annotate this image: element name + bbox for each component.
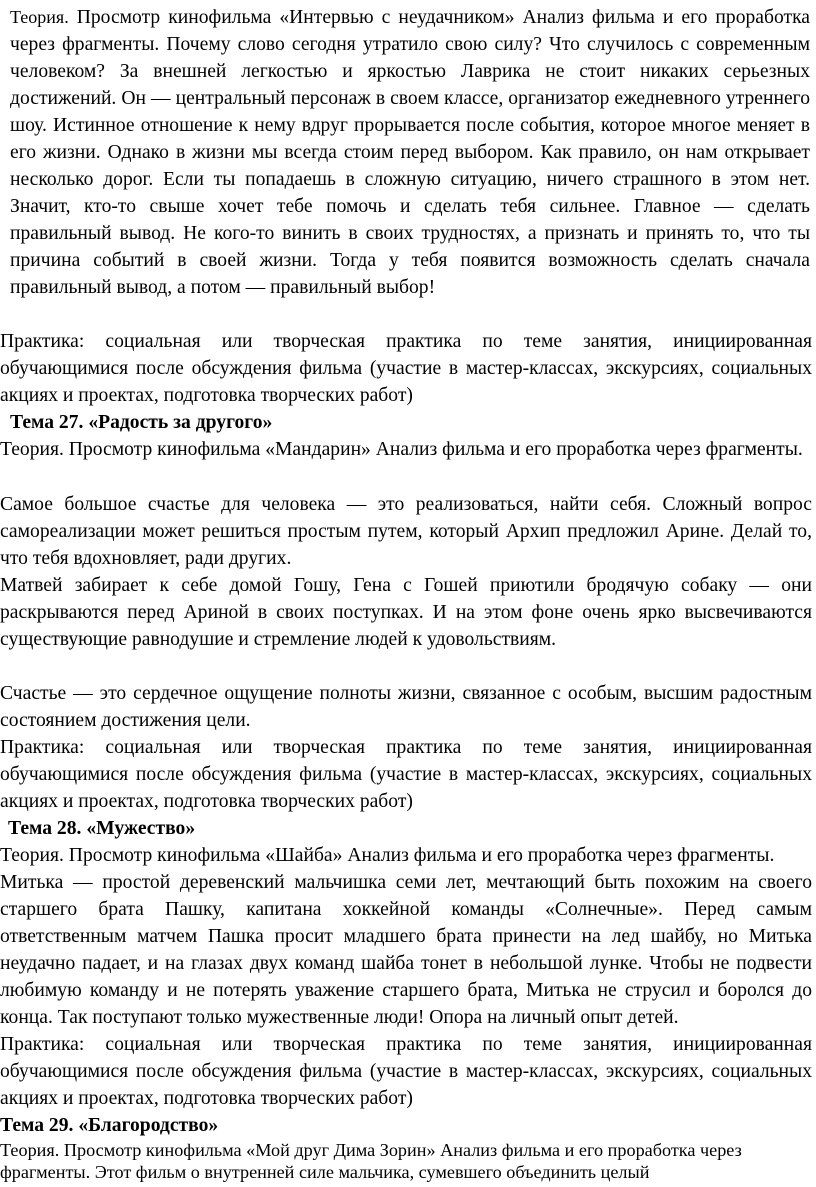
practice-paragraph-2: Практика: социальная или творческая практика по теме занятия, инициированная обучающимися после обсуждения фильма (участие в мастер-классах, экскурсиях, социальных акциях и проектах, подготовка творческих работ): [0, 737, 812, 812]
topic-29-heading: Тема 29. «Благородство»: [0, 1115, 219, 1136]
theory-label: Теория.: [10, 7, 69, 27]
intro-text: Просмотр кинофильма «Интервью с неудачником» Анализ фильма и его проработка через фрагменты. Почему слово сегодня утратило свою силу? Что случилось с современным человеком? За внешней легкостью и яркостью Лаврика не стоит никаких серьезных достижений. Он — центральный персонаж в своем классе, организатор ежедневного утреннего шоу. Истинное отношение к нему вдруг прорывается после события, которое многое меняет в его жизни. Однако в жизни мы всегда стоим перед выбором. Как правило, он нам открывает несколько дорог. Если ты попадаешь в сложную ситуацию, ничего страшного в этом нет. Значит, кто-то свыше хочет тебе помочь и сделать тебя сильнее. Главное — сделать правильный вывод. Не кого-то винить в своих трудностях, а признать и принять то, что ты причина событий в своей жизни. Тогда у тебя появится возможность сделать сначала правильный вывод, а потом — правильный выбор!: [10, 7, 810, 298]
topic-28-theory: Теория. Просмотр кинофильма «Шайба» Анализ фильма и его проработка через фрагменты.: [0, 845, 775, 866]
topic-28-heading: Тема 28. «Мужество»: [8, 818, 196, 839]
topic-27-body-3: Счастье — это сердечное ощущение полноты жизни, связанное с особым, высшим радостным состоянием достижения цели.: [0, 683, 812, 731]
topic-28-body: Митька — простой деревенский мальчишка семи лет, мечтающий быть похожим на своего старшего брата Пашку, капитана хоккейной команды «Солнечные». Перед самым ответственным матчем Пашка просит младшего брата принести на лед шайбу, но Митька неудачно падает, и на глазах двух команд шайба тонет в небольшой лунке. Чтобы не подвести любимую команду и не потерять уважение старшего брата, Митька не струсил и боролся до конца. Так поступают только мужественные люди! Опора на личный опыт детей.: [0, 872, 812, 1028]
topic-29-theory: Теория. Просмотр кинофильма «Мой друг Дима Зорин» Анализ фильма и его проработка через фрагменты. Этот фильм о внутренней силе мальчика, сумевшего объединить целый: [0, 1140, 742, 1182]
practice-paragraph-1: Практика: социальная или творческая практика по теме занятия, инициированная обучающимися после обсуждения фильма (участие в мастер-классах, экскурсиях, социальных акциях и проектах, подготовка творческих работ): [0, 331, 812, 406]
intro-paragraph: [0, 4, 816, 301]
topic-27-heading: Тема 27. «Радость за другого»: [10, 412, 273, 433]
topic-27-theory: Теория. Просмотр кинофильма «Мандарин» Анализ фильма и его проработка через фрагменты.: [0, 439, 803, 460]
topic-27-body-1: Самое большое счастье для человека — это реализоваться, найти себя. Сложный вопрос самореализации может решиться простым путем, который Архип предложил Арине. Делай то, что тебя вдохновляет, ради других.: [0, 494, 812, 569]
topic-27-body-2: Матвей забирает к себе домой Гошу, Гена с Гошей приютили бродячую собаку — они раскрываются перед Ариной в своих поступках. И на этом фоне очень ярко высвечиваются существующие равнодушие и стремление людей к удовольствиям.: [0, 575, 812, 650]
practice-paragraph-3: Практика: социальная или творческая практика по теме занятия, инициированная обучающимися после обсуждения фильма (участие в мастер-классах, экскурсиях, социальных акциях и проектах, подготовка творческих работ): [0, 1034, 812, 1109]
